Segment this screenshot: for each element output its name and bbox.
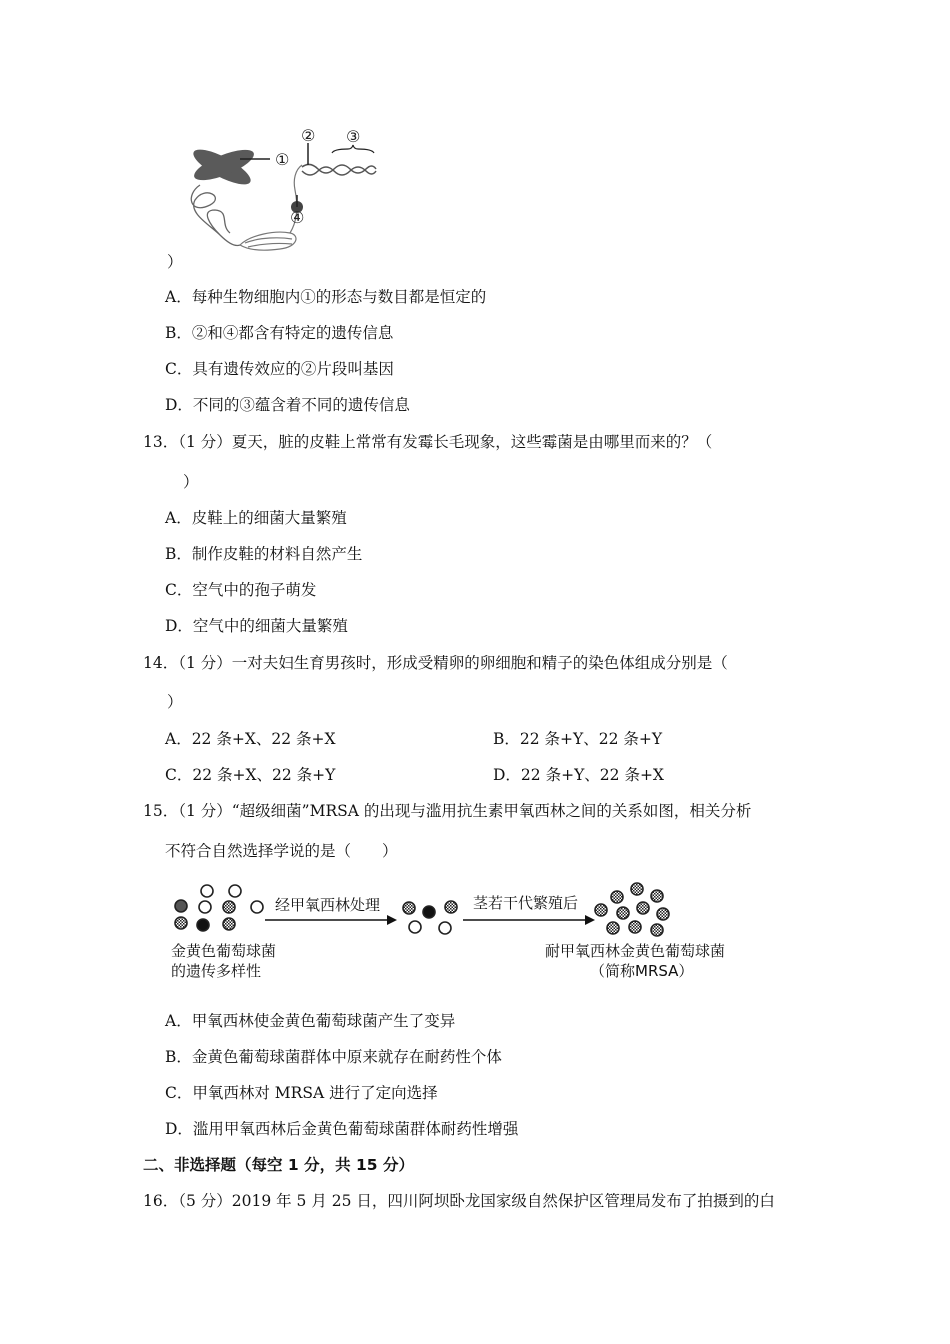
q12-option-c: C．具有遗传效应的②片段叫基因 (165, 360, 394, 378)
dna-coil-strand (191, 185, 240, 246)
q13-option-a: A．皮鞋上的细菌大量繁殖 (165, 509, 347, 527)
q14-option-d: D．22 条+Y、22 条+X (493, 766, 664, 784)
q13-stem-line2: ） (183, 473, 199, 491)
q15-option-b: B．金黄色葡萄球菌群体中原来就存在耐药性个体 (165, 1048, 502, 1066)
right-caption-line2: （简称MRSA） (590, 962, 694, 980)
figure-label-2: ② (301, 126, 316, 145)
q14-stem-line1: 14．（1 分）一对夫妇生育男孩时，形成受精卵的卵细胞和精子的染色体组成分别是（ (143, 654, 728, 672)
q14-option-c: C．22 条+X、22 条+Y (165, 766, 336, 784)
left-caption-line2: 的遗传多样性 (171, 962, 262, 980)
chromosome-shape (189, 143, 257, 191)
bacteria-group-diverse (175, 885, 263, 931)
q13-option-b: B．制作皮鞋的材料自然产生 (165, 545, 363, 563)
mrsa-selection-figure (165, 878, 725, 986)
q12-stem-tail: ） (167, 253, 183, 271)
q14-option-a: A．22 条+X、22 条+X (165, 730, 336, 748)
q12-option-d: D．不同的③蕴含着不同的遗传信息 (165, 396, 410, 414)
q15-option-c: C．甲氧西林对 MRSA 进行了定向选择 (165, 1084, 438, 1102)
q13-option-c: C．空气中的孢子萌发 (165, 581, 317, 599)
q13-option-d: D．空气中的细菌大量繁殖 (165, 617, 348, 635)
section2-heading: 二、非选择题（每空 1 分，共 15 分） (143, 1156, 414, 1174)
q15-stem-line2: 不符合自然选择学说的是（ ） (165, 842, 398, 860)
chromosome-dna-figure (180, 125, 390, 260)
q15-stem-line1: 15．（1 分）“超级细菌”MRSA 的出现与滥用抗生素甲氧西林之间的关系如图，相关分析 (143, 802, 752, 820)
q15-option-d: D．滥用甲氧西林后金黄色葡萄球菌群体耐药性增强 (165, 1120, 519, 1138)
figure-label-3: ③ (346, 127, 361, 146)
q13-stem-line1: 13．（1 分）夏天，脏的皮鞋上常常有发霉长毛现象，这些霉菌是由哪里而来的？（ (143, 433, 713, 451)
q14-option-b: B．22 条+Y、22 条+Y (493, 730, 663, 748)
arrow-reproduction-head (585, 915, 595, 925)
q16-stem-line1: 16．（5 分）2019 年 5 月 25 日，四川阿坝卧龙国家级自然保护区管理局发布了拍摄到的白 (143, 1192, 775, 1210)
dna-helix (302, 164, 376, 173)
arrow-reproduction-label: 茎若干代繁殖后 (473, 894, 579, 912)
arrow-treatment-label: 经甲氧西林处理 (275, 896, 381, 914)
right-caption-line1: 耐甲氧西林金黄色葡萄球菌 (545, 942, 725, 960)
bacteria-group-mrsa (595, 883, 669, 936)
q12-option-a: A．每种生物细胞内①的形态与数目都是恒定的 (165, 288, 487, 306)
figure-label-4: ④ (290, 208, 305, 227)
arrow-treatment-head (387, 915, 397, 925)
left-caption-line1: 金黄色葡萄球菌 (171, 942, 277, 960)
bacteria-group-survivors (403, 901, 457, 934)
q12-option-b: B．②和④都含有特定的遗传信息 (165, 324, 394, 342)
q15-option-a: A．甲氧西林使金黄色葡萄球菌产生了变异 (165, 1012, 456, 1030)
q14-stem-line2: ） (167, 693, 183, 711)
figure-label-1: ① (275, 150, 290, 169)
